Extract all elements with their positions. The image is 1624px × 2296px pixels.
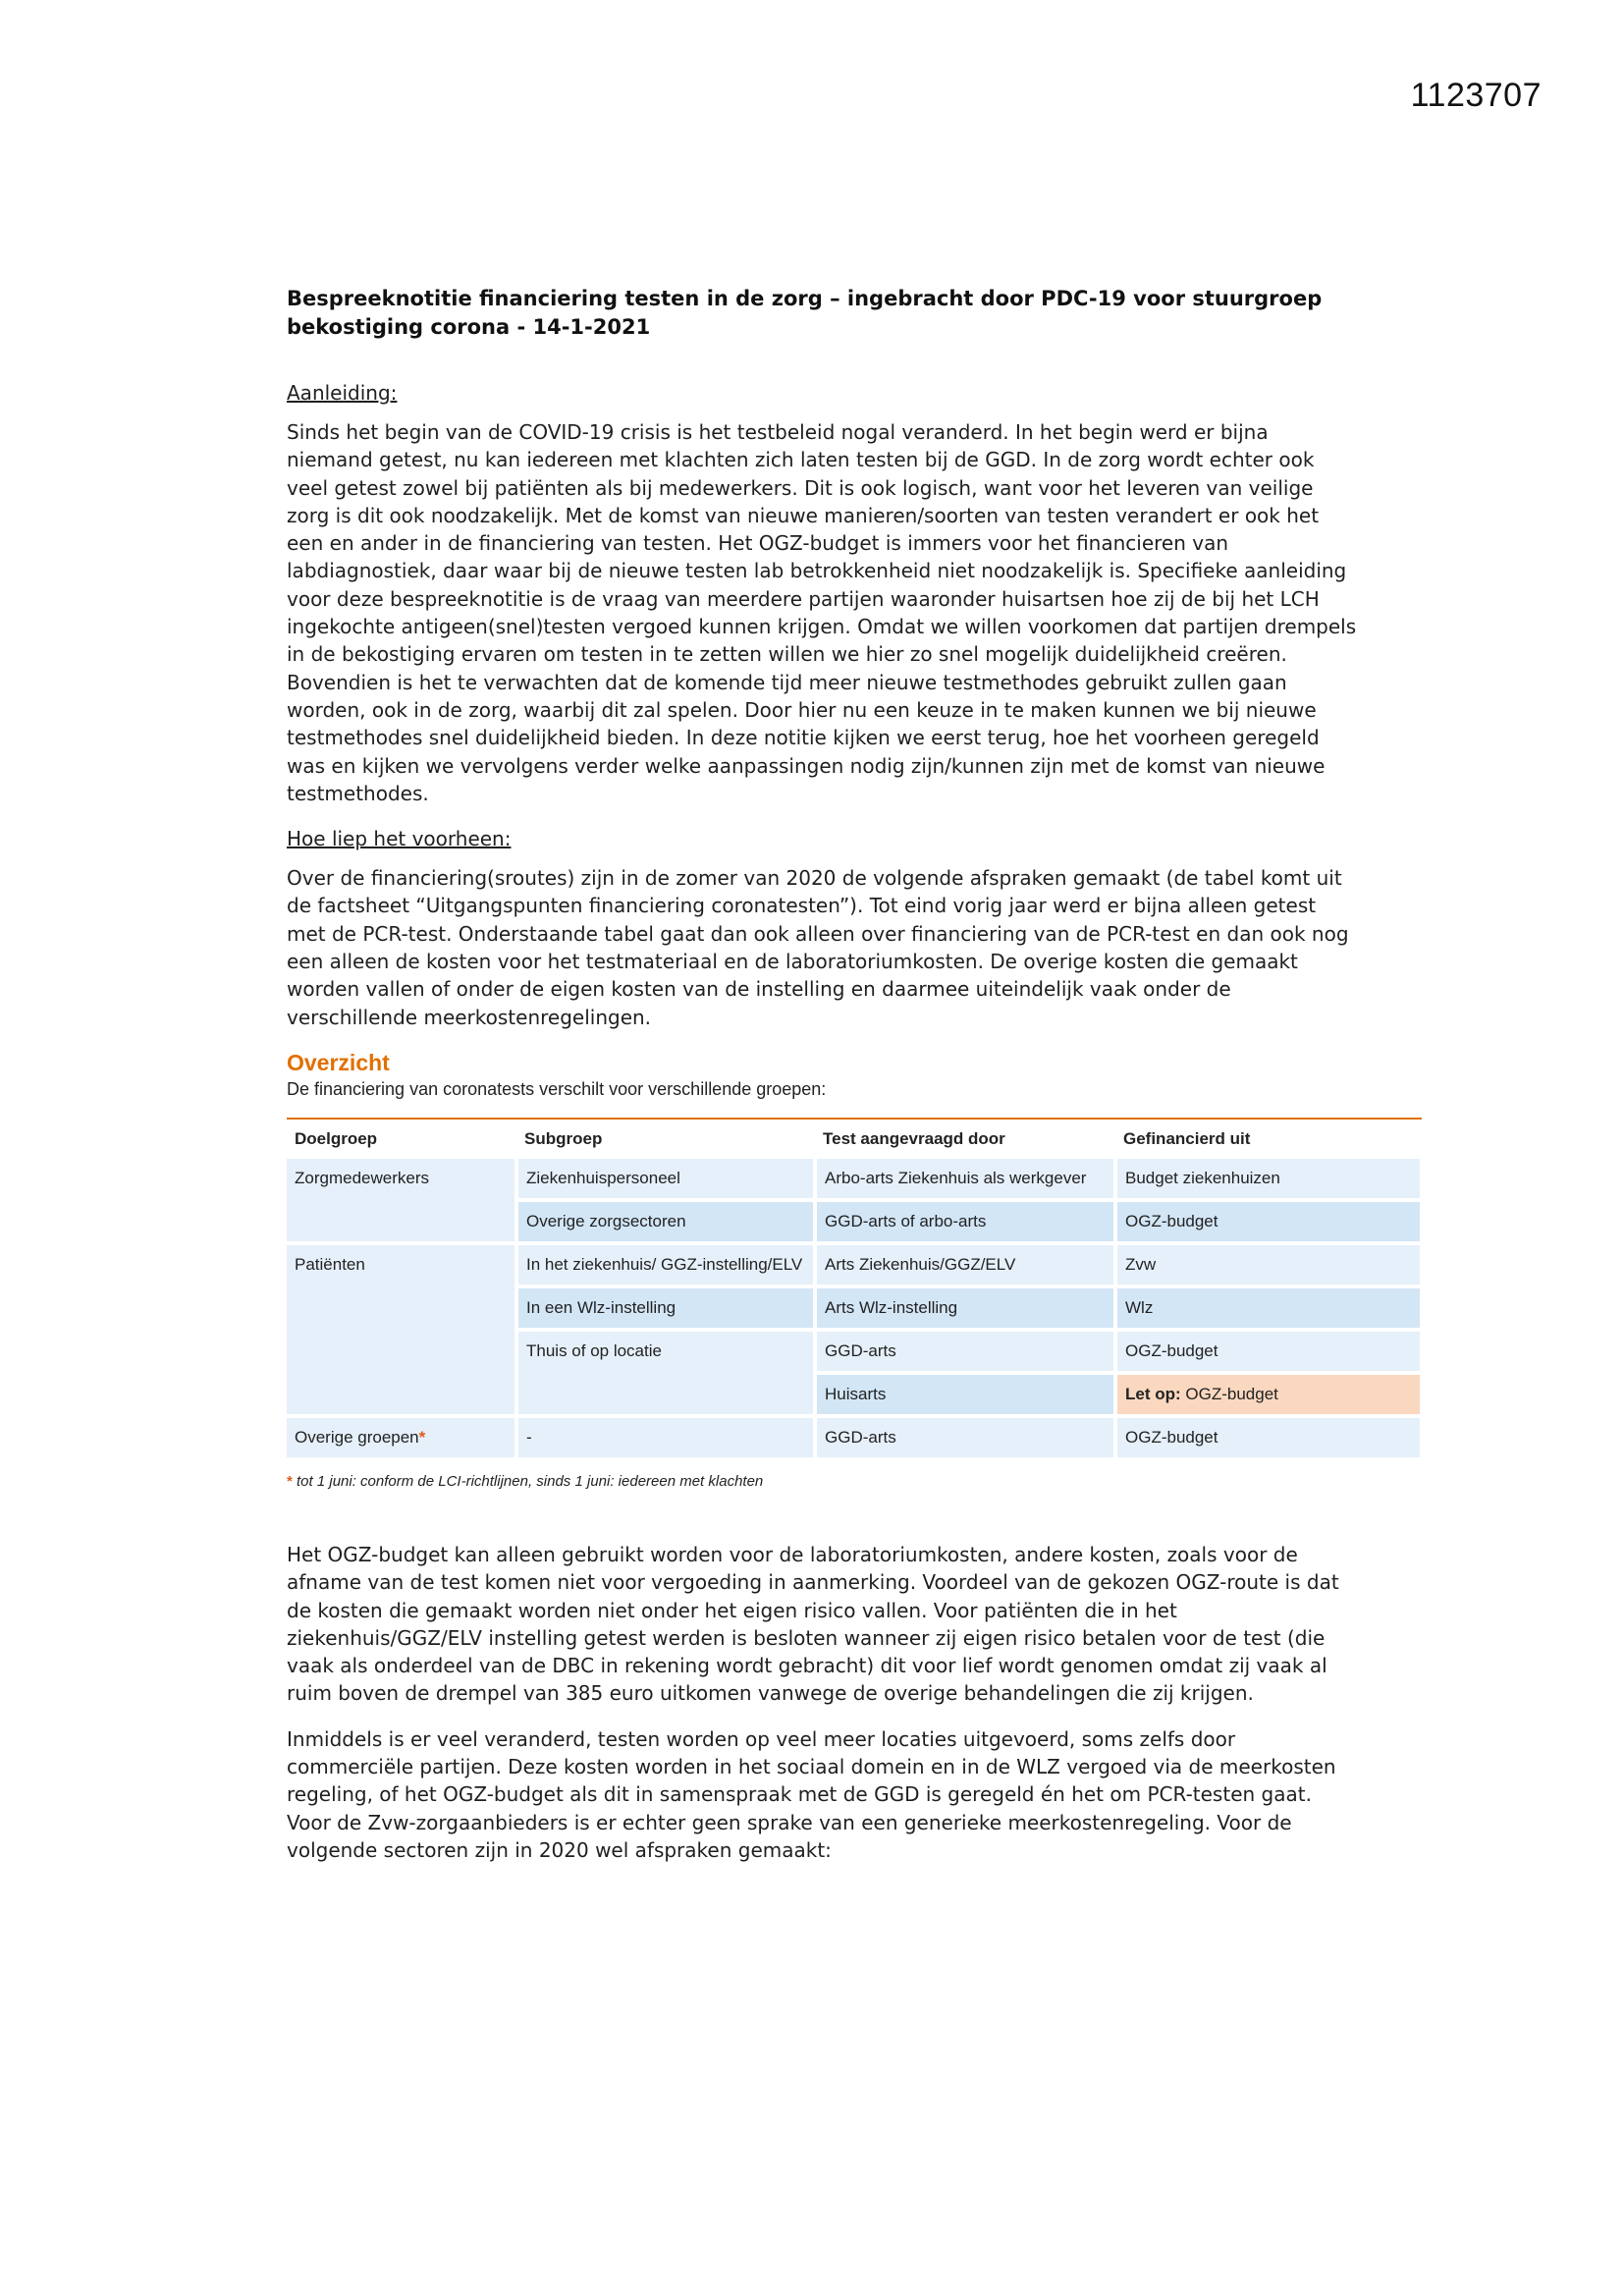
cell-aangevraagd: Huisarts	[815, 1373, 1115, 1416]
cell-aangevraagd: GGD-arts	[815, 1330, 1115, 1373]
cell-subgroep: In een Wlz-instelling	[516, 1286, 815, 1330]
cell-subgroep: Ziekenhuispersoneel	[516, 1159, 815, 1200]
cell-subgroep: -	[516, 1416, 815, 1459]
overview-heading: Overzicht	[287, 1049, 390, 1075]
table-footnote	[287, 1473, 1435, 1490]
cell-gefinancierd: Wlz	[1115, 1286, 1422, 1330]
column-header-doelgroep: Doelgroep	[287, 1119, 516, 1159]
column-header-aangevraagd: Test aangevraagd door	[815, 1119, 1115, 1159]
document-id: 1123707	[1410, 77, 1542, 114]
cell-aangevraagd: Arts Ziekenhuis/GGZ/ELV	[815, 1243, 1115, 1286]
paragraph-voorheen: Over de financiering(sroutes) zijn in de zomer van 2020 de volgende afspraken gemaakt (de tabel komt uit de factsheet “Uitgangspunten financiering coronatesten”). Tot eind vorig jaar werd er bijna alleen getest met de PCR-test. Onderstaande tabel gaat dan ook alleen over financiering van de PCR-test en dan ook nog een alleen de kosten voor het testmateriaal en de laboratoriumkosten. De overige kosten die gemaakt worden vallen of onder de eigen kosten van de instelling en daarmee uiteindelijk vaak onder de verschillende meerkostenregelingen.	[287, 866, 1349, 1029]
overige-groepen-label: Overige groepen	[295, 1427, 419, 1447]
cell-gefinancierd-value: OGZ-budget	[1185, 1384, 1278, 1403]
cell-aangevraagd: GGD-arts of arbo-arts	[815, 1200, 1115, 1243]
column-header-gefinancierd: Gefinancierd uit	[1115, 1119, 1422, 1159]
document-body	[287, 285, 1357, 1882]
table-row	[287, 1243, 1422, 1286]
cell-doelgroep-patienten: Patiënten	[287, 1243, 516, 1416]
cell-subgroep: Overige zorgsectoren	[516, 1200, 815, 1243]
table-header-row	[287, 1119, 1422, 1159]
cell-aangevraagd: Arbo-arts Ziekenhuis als werkgever	[815, 1159, 1115, 1200]
cell-doelgroep-overige	[287, 1416, 516, 1459]
section-heading-aanleiding: Aanleiding:	[287, 381, 398, 405]
cell-subgroep: In het ziekenhuis/ GGZ-instelling/ELV	[516, 1243, 815, 1286]
cell-gefinancierd: OGZ-budget	[1115, 1330, 1422, 1373]
cell-gefinancierd: Budget ziekenhuizen	[1115, 1159, 1422, 1200]
cell-gefinancierd: Zvw	[1115, 1243, 1422, 1286]
footnote-asterisk-marker: *	[287, 1472, 293, 1490]
footnote-text: tot 1 juni: conform de LCI-richtlijnen, sinds 1 juni: iedereen met klachten	[297, 1472, 764, 1490]
cell-gefinancierd-alert	[1115, 1373, 1422, 1416]
overview-figure	[287, 1049, 1435, 1490]
paragraph-aanleiding: Sinds het begin van de COVID-19 crisis is het testbeleid nogal veranderd. In het begin werd er bijna niemand getest, nu kan iedereen met klachten zich laten testen bij de GGD. In de zorg wordt echter ook veel getest zowel bij patiënten als bij medewerkers. Dit is ook logisch, want voor het leveren van veilige zorg is dit ook noodzakelijk. Met de komst van nieuwe manieren/soorten van testen verandert er ook het een en ander in de financiering van testen. Het OGZ-budget is immers voor het financieren van labdiagnostiek, daar waar bij de nieuwe testen lab betrokkenheid niet noodzakelijk is. Specifieke aanleiding voor deze bespreeknotitie is de vraag van meerdere partijen waaronder huisartsen hoe zij de bij het LCH ingekochte antigeen(snel)testen vergoed kunnen krijgen. Omdat we willen voorkomen dat partijen drempels in de bekostiging ervaren om testen in te zetten willen we hier zo snel mogelijk duidelijkheid creëren. Bovendien is het te verwachten dat de komende tijd meer nieuwe testmethodes gebruikt zullen gaan worden, ook in de zorg, waarbij dit zal spelen. Door hier nu een keuze in te maken kunnen we bij nieuwe testmethodes snel duidelijkheid bieden. In deze notitie kijken we eerst terug, hoe het voorheen geregeld was en kijken we vervolgens verder welke aanpassingen nodig zijn/kunnen zijn met de komst van nieuwe testmethodes.	[287, 420, 1357, 805]
cell-gefinancierd: OGZ-budget	[1115, 1416, 1422, 1459]
financing-table	[287, 1118, 1424, 1461]
footnote-asterisk: *	[418, 1427, 426, 1447]
let-op-label: Let op:	[1125, 1384, 1181, 1403]
cell-aangevraagd: GGD-arts	[815, 1416, 1115, 1459]
section-heading-voorheen: Hoe liep het voorheen:	[287, 827, 512, 851]
cell-doelgroep-zorgmedewerkers: Zorgmedewerkers	[287, 1159, 516, 1243]
document-title: Bespreeknotitie financiering testen in de zorg – ingebracht door PDC-19 voor stuurgroep bekostiging corona - 14-1-2021	[287, 287, 1323, 339]
cell-gefinancierd: OGZ-budget	[1115, 1200, 1422, 1243]
overview-subheading: De financiering van coronatests verschilt voor verschillende groepen:	[287, 1078, 827, 1099]
cell-aangevraagd: Arts Wlz-instelling	[815, 1286, 1115, 1330]
table-row	[287, 1416, 1422, 1459]
paragraph-inmiddels: Inmiddels is er veel veranderd, testen worden op veel meer locaties uitgevoerd, soms zelfs door commerciële partijen. Deze kosten worden in het sociaal domein en in de WLZ vergoed via de meerkosten regeling, of het OGZ-budget als dit in samenspraak met de GGD is geregeld én het om PCR-testen gaat. Voor de Zvw-zorgaanbieders is er echter geen sprake van een generieke meerkostenregeling. Voor de volgende sectoren zijn in 2020 wel afspraken gemaakt:	[287, 1726, 1336, 1862]
table-row	[287, 1159, 1422, 1200]
paragraph-ogz-budget: Het OGZ-budget kan alleen gebruikt worden voor de laboratoriumkosten, andere kosten, zoals voor de afname van de test komen niet voor vergoeding in aanmerking. Voordeel van de gekozen OGZ-route is dat de kosten die gemaakt worden niet onder het eigen risico vallen. Voor patiënten die in het ziekenhuis/GGZ/ELV instelling getest werden is besloten wanneer zij eigen risico betalen voor de test (die vaak als onderdeel van de DBC in rekening wordt gebracht) dit voor lief wordt genomen omdat zij vaak al ruim boven de drempel van 385 euro uitkomen vanwege de overige behandelingen die zij krijgen.	[287, 1542, 1339, 1706]
column-header-subgroep: Subgroep	[516, 1119, 815, 1159]
cell-subgroep: Thuis of op locatie	[516, 1330, 815, 1416]
